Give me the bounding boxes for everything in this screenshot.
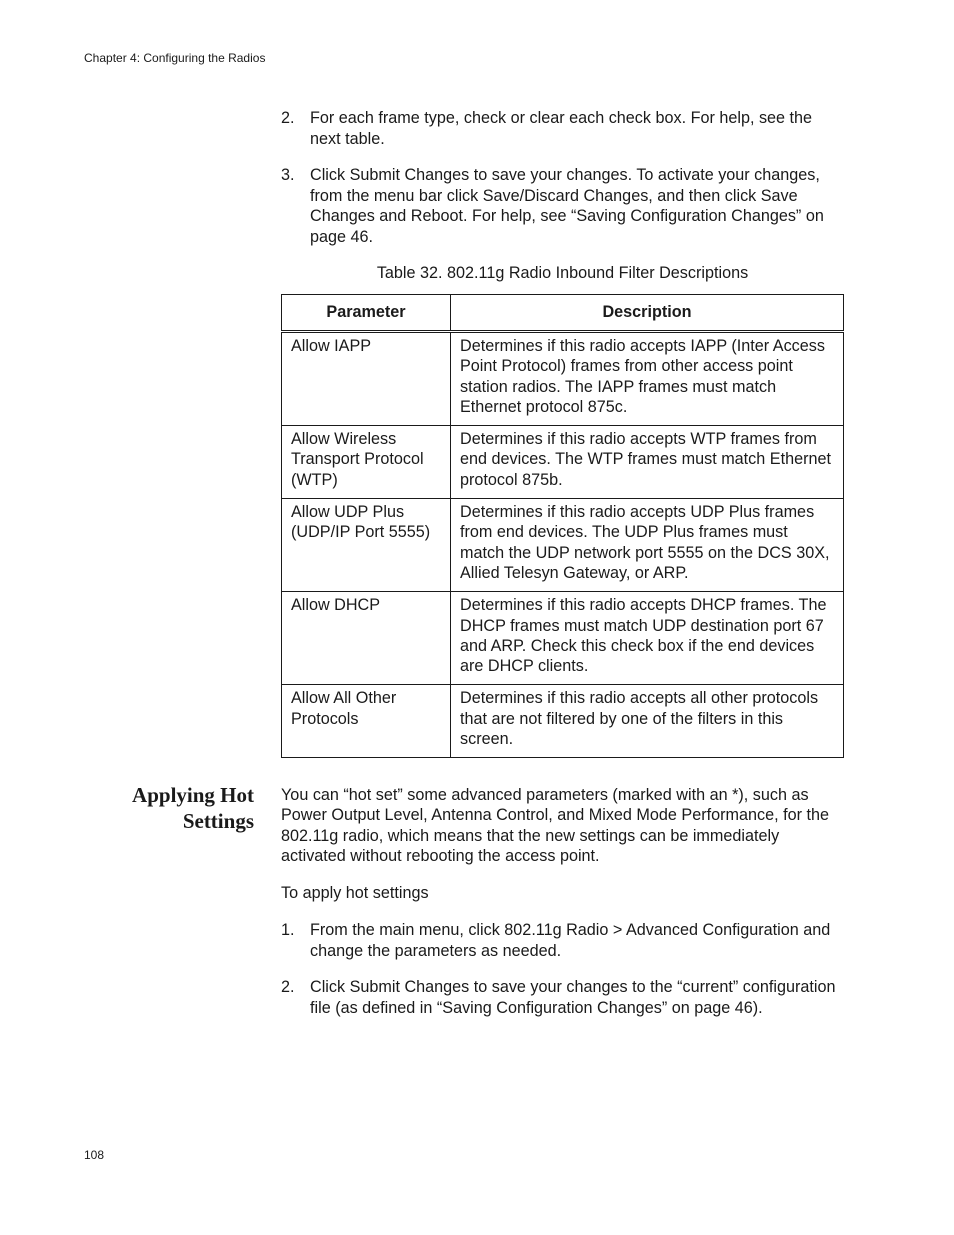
step-text: Click Submit Changes to save your changes. To activate your changes, from the menu bar click Save/Discard Changes, and then click Save Changes and Reboot. For help, see “Saving Configuration Changes” on page 46. — [310, 166, 824, 246]
table-row — [282, 426, 844, 499]
description-cell: Determines if this radio accepts UDP Plus frames from end devices. The UDP Plus frames must match the UDP network port 5555 on the DCS 30X, Allied Telesyn Gateway, or ARP. — [451, 499, 844, 592]
table-row — [282, 685, 844, 758]
top-steps-list — [281, 108, 846, 263]
step-text: Click Submit Changes to save your changes to the “current” configuration file (as defined in “Saving Configuration Changes” on page 46). — [310, 978, 836, 1017]
section-intro: You can “hot set” some advanced parameters (marked with an *), such as Power Output Level, Antenna Control, and Mixed Mode Performance, for the 802.11g radio, which means that the new settings can be immediately activated without rebooting the access point. — [281, 786, 829, 865]
section-heading-line-1: Applying Hot — [132, 783, 254, 807]
column-header-description: Description — [451, 295, 844, 332]
list-item — [281, 108, 846, 149]
description-cell: Determines if this radio accepts WTP frames from end devices. The WTP frames must match Ethernet protocol 875b. — [451, 426, 844, 499]
step-number: 3. — [281, 166, 295, 184]
step-number: 2. — [281, 109, 295, 127]
inbound-filter-table — [281, 294, 844, 758]
step-text: From the main menu, click 802.11g Radio > Advanced Configuration and change the parameters as needed. — [310, 921, 831, 960]
parameter-cell: Allow IAPP — [282, 332, 451, 426]
table-row — [282, 332, 844, 426]
hot-settings-steps-list — [281, 920, 846, 1034]
list-item — [281, 165, 846, 247]
list-item — [281, 977, 846, 1018]
list-item — [281, 920, 846, 961]
parameter-cell: Allow DHCP — [282, 592, 451, 685]
parameter-cell: Allow All Other Protocols — [282, 685, 451, 758]
step-number: 2. — [281, 978, 295, 996]
description-cell: Determines if this radio accepts DHCP frames. The DHCP frames must match UDP destination port 67 and ARP. Check this check box if the end devices are DHCP clients. — [451, 592, 844, 685]
section-heading — [90, 782, 254, 834]
column-header-parameter: Parameter — [282, 295, 451, 332]
parameter-cell: Allow Wireless Transport Protocol (WTP) — [282, 426, 451, 499]
step-text: For each frame type, check or clear each check box. For help, see the next table. — [310, 109, 813, 148]
page-number: 108 — [84, 1148, 105, 1162]
description-cell: Determines if this radio accepts all other protocols that are not filtered by one of the filters in this screen. — [451, 685, 844, 758]
table-caption: Table 32. 802.11g Radio Inbound Filter Descriptions — [376, 264, 749, 282]
table-header-row — [282, 295, 844, 332]
section-heading-line-2: Settings — [182, 809, 254, 833]
description-cell: Determines if this radio accepts IAPP (Inter Access Point Protocol) frames from other access point station radios. The IAPP frames must match Ethernet protocol 875c. — [451, 332, 844, 426]
step-number: 1. — [281, 921, 295, 939]
procedure-lead: To apply hot settings — [281, 884, 429, 902]
table-row — [282, 499, 844, 592]
parameter-cell: Allow UDP Plus (UDP/IP Port 5555) — [282, 499, 451, 592]
table-row — [282, 592, 844, 685]
running-header: Chapter 4: Configuring the Radios — [84, 51, 266, 65]
